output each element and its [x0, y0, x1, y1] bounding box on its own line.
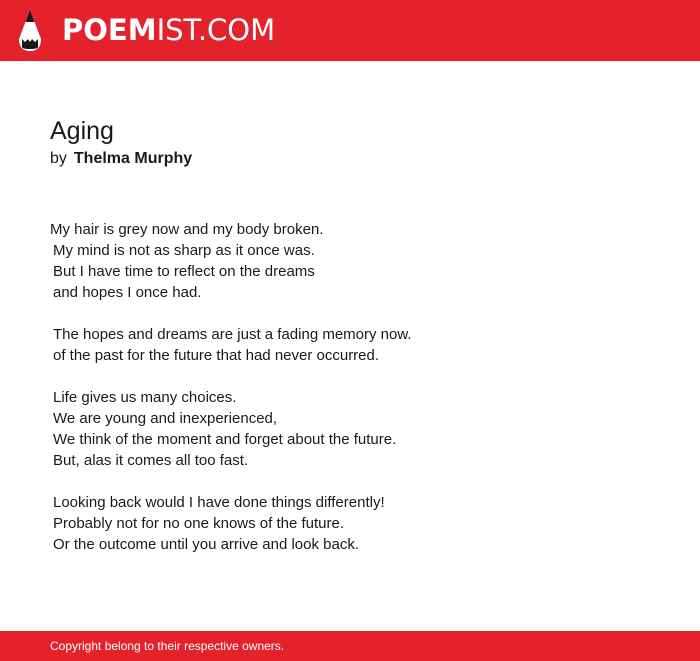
pencil-tip-icon	[17, 9, 43, 53]
poem-line: Or the outcome until you arrive and look back.	[53, 536, 359, 553]
poem-byline	[50, 149, 192, 169]
copyright-text: Copyright belong to their respective owners.	[50, 639, 285, 653]
poem-line: of the past for the future that had never occurred.	[53, 347, 380, 364]
by-label: by	[50, 150, 67, 167]
poem-title: Aging	[50, 117, 114, 145]
logo-bold-text: POEM	[62, 13, 157, 47]
poem-line: We think of the moment and forget about the future.	[53, 431, 397, 448]
site-logo[interactable]	[62, 12, 275, 48]
logo-light-text: IST.COM	[156, 13, 276, 47]
poem-line: But, alas it comes all too fast.	[53, 452, 249, 469]
poem-line: The hopes and dreams are just a fading memory now.	[53, 326, 412, 343]
site-header	[0, 0, 700, 61]
stanza-break	[50, 471, 650, 492]
poem-line: But I have time to reflect on the dreams	[53, 263, 315, 280]
poem-line: We are young and inexperienced,	[53, 410, 278, 427]
poem-line: Life gives us many choices.	[53, 389, 237, 406]
author-name[interactable]: Thelma Murphy	[73, 150, 193, 167]
poem-line: My hair is grey now and my body broken.	[50, 221, 324, 238]
poem-line: Looking back would I have done things differently!	[53, 494, 385, 511]
poem-line: Probably not for no one knows of the future.	[53, 515, 345, 532]
poem-body	[50, 219, 650, 555]
stanza-break	[50, 366, 650, 387]
stanza-break	[50, 303, 650, 324]
poem-line: My mind is not as sharp as it once was.	[53, 242, 315, 259]
poem-line: and hopes I once had.	[53, 284, 202, 301]
site-footer	[0, 631, 700, 661]
